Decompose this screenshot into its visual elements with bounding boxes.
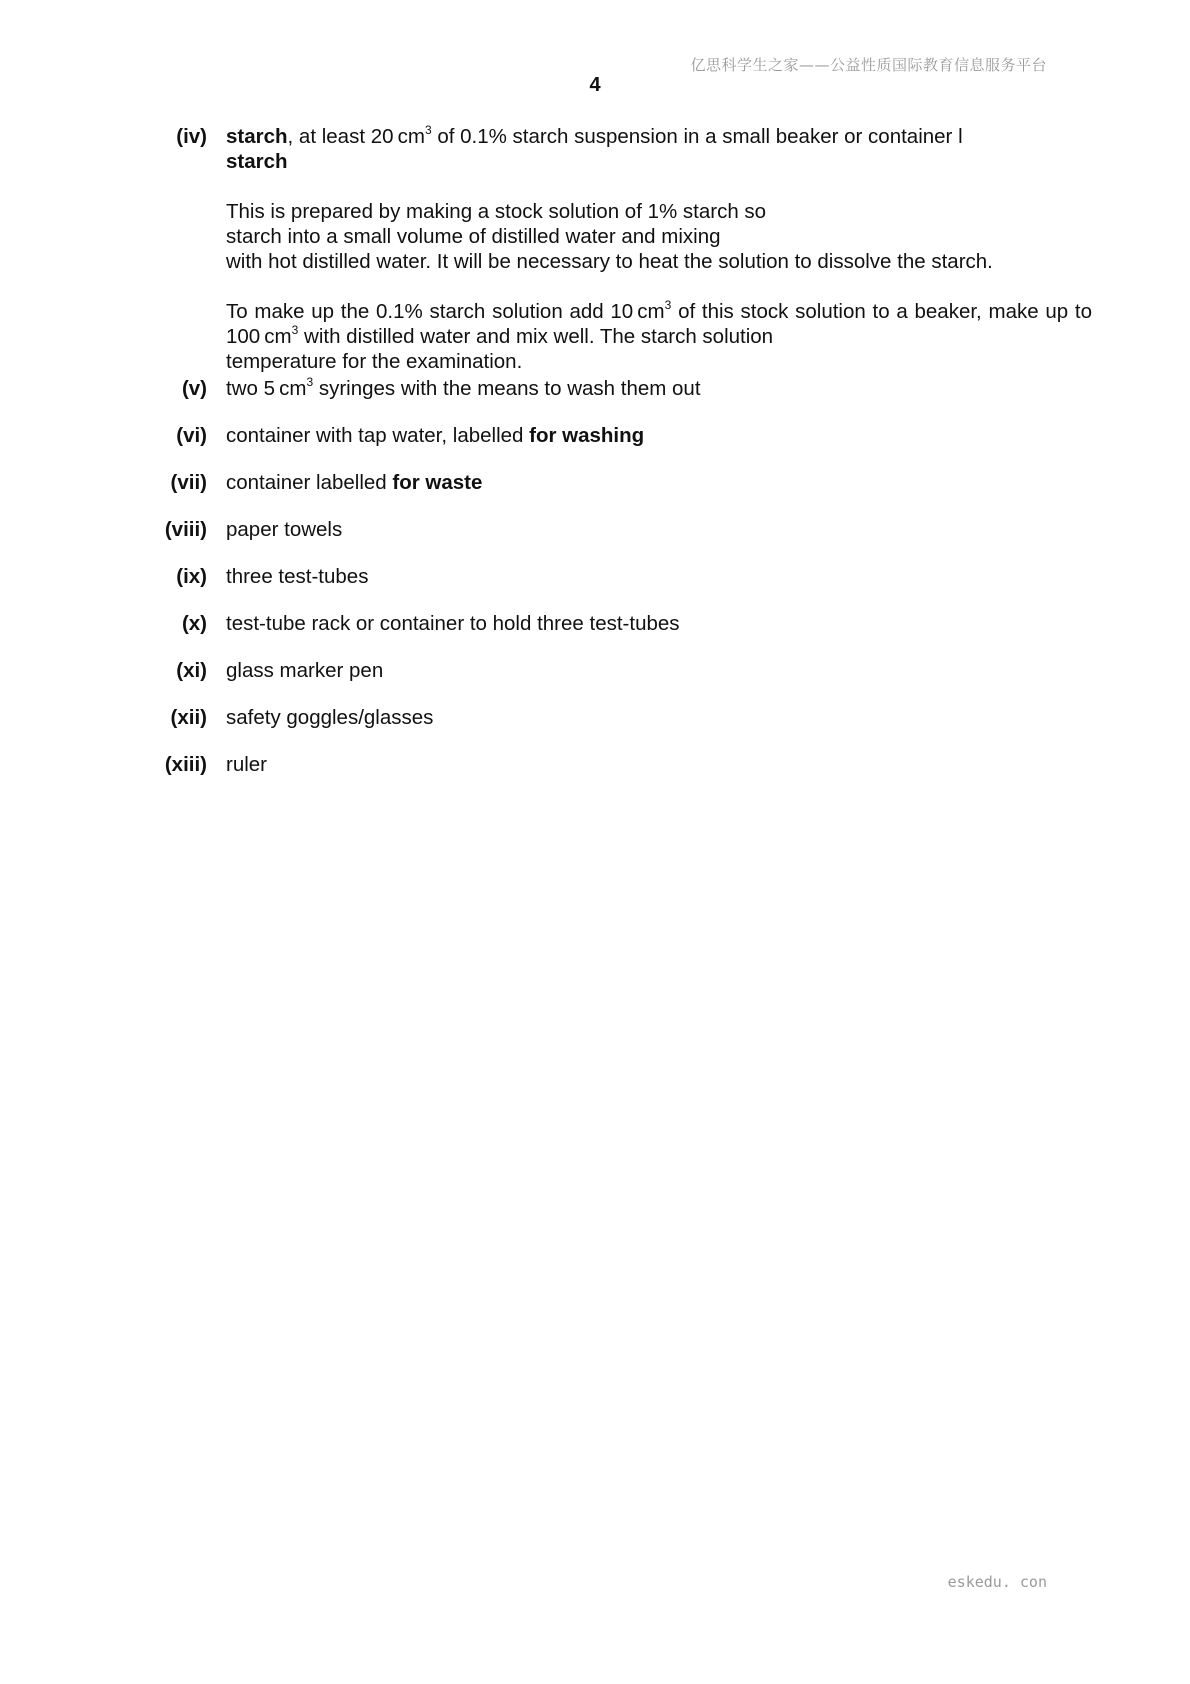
item-number: (xiii) [164,753,207,776]
watermark-footer: eskedu. con [947,1573,1047,1591]
list-item-xii [0,705,1190,752]
list-item-x [0,611,1190,658]
list-item-vii [0,470,1190,517]
item-text: container labelled for waste [226,471,483,494]
item-text-dilution: To make up the 0.1% starch solution add 10 $cm^3$ of this stock solution to a beaker, make up to 100 $cm^3$ with distilled water and mix well. The starch solution temperature for the examination. [226,298,1092,373]
item-text: starch, at least 20 $cm^3$ of 0.1% starch suspension in a small beaker or container l starch [226,123,963,173]
item-text: paper towels [226,518,343,541]
list-item-viii [0,517,1190,564]
apparatus-list [0,124,1190,799]
list-item-iv [0,124,1190,376]
list-item-xiii [0,752,1190,799]
item-number: (x) [181,612,207,635]
list-item-vi [0,423,1190,470]
item-number: (xii) [170,706,207,729]
item-number: (xi) [176,659,207,682]
item-number: (viii) [164,518,207,541]
item-number: (vi) [176,424,207,447]
item-text: three test-tubes [226,565,369,588]
item-text: container with tap water, labelled for washing [226,424,645,447]
item-text: two 5 $cm^3$ syringes with the means to wash them out [226,375,701,400]
item-text: test-tube rack or container to hold three test-tubes [226,612,680,635]
item-text: safety goggles/glasses [226,706,434,729]
list-item-ix [0,564,1190,611]
item-number: (v) [181,377,207,400]
list-item-xi [0,658,1190,705]
item-text: glass marker pen [226,659,384,682]
page-number: 4 [589,74,601,96]
watermark-header: 亿思科学生之家——公益性质国际教育信息服务平台 [690,56,1047,74]
item-text-preparation: This is prepared by making a stock solution of 1% starch so starch into a small volume of distilled water and mixing with hot distilled water. It will be necessary to heat the solution to dissolve the starch. [226,200,993,273]
item-number: (vii) [170,471,207,494]
item-number: (ix) [176,565,207,588]
item-number: (iv) [176,125,207,148]
list-item-v [0,376,1190,423]
item-text: ruler [226,753,268,776]
